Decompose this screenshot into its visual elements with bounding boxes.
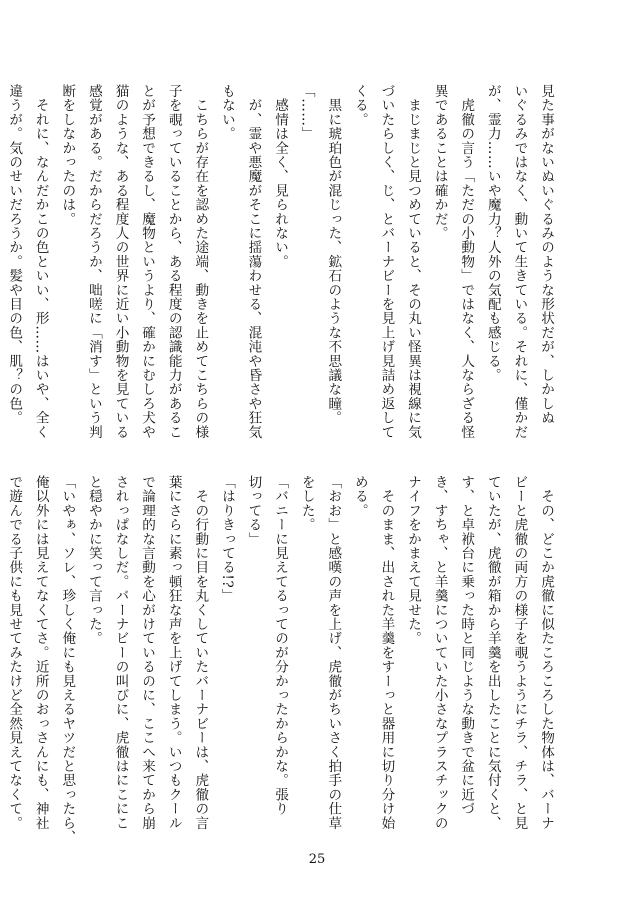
text-line: 切ってる」 — [245, 475, 262, 546]
text-line: ビーと虎徹の両方の様子を覗うようにチラ、チラ、と見 — [511, 475, 528, 830]
text-line: が、霊力……いや魔力？人外の気配も感じる。 — [484, 84, 501, 383]
text-line: 葉にさらに素っ頓狂な声を上げてしまう。いつもクール — [165, 475, 182, 830]
page-number: 25 — [308, 852, 326, 867]
text-line: とが予想できるし、魔物というより、確かにむしろ犬や — [139, 84, 156, 439]
text-line: まじまじと見つめていると、その丸い怪異は視線に気 — [405, 84, 422, 439]
body-text-upper-block — [6, 84, 559, 439]
text-line: 異であることは確かだ。 — [431, 84, 448, 241]
text-line: その行動に目を丸くしていたバーナビーは、虎徹の言 — [192, 475, 209, 830]
text-line — [0, 475, 1, 815]
text-line: き、すちゃ、と羊羹についていた小さなプラスチックの — [431, 475, 448, 830]
text-line: 「おお」と感嘆の声を上げ、虎徹がちいさく拍手の仕草 — [325, 475, 342, 830]
text-line: 「はりきってる!?」 — [218, 475, 235, 603]
text-line: をした。 — [298, 475, 315, 532]
text-line: で論理的な言動を心がけているのに、ここへ来てから崩 — [139, 475, 156, 830]
text-line: 子を覗っていることから、ある程度の認識能力があるこ — [165, 84, 182, 439]
text-line: づいたらしく、じ、とバーナビーを見上げ見詰め返して — [378, 84, 395, 439]
text-line: いぐるみではなく、動いて生きている。それに、僅かだ — [511, 84, 528, 439]
text-line: 「バニーに見えてるってのが分かったからかな。張り — [272, 475, 289, 816]
text-line: 見た事がないぬいぐるみのような形状だが、しかしぬ — [538, 84, 554, 425]
text-line: ていたが、虎徹が箱から羊羹を出したことに気付くと、 — [484, 475, 501, 830]
text-line: と穏やかに笑って言った。 — [85, 475, 102, 646]
text-line: 感覚がある。だからだろうか、咄嗟に「消す」という判 — [85, 84, 102, 439]
text-line: す、と卓袱台に乗った時と同じような動きで盆に近づ — [458, 475, 475, 816]
text-line: 違うが。気のせいだろうか。髪や目の色、肌？の色。 — [6, 84, 23, 425]
text-line: 感情は全く、見られない。 — [272, 84, 289, 269]
text-line: こちらが存在を認めた途端、動きを止めてこちらの様 — [192, 84, 209, 439]
text-line: 黒に琥珀色が混じった、鉱石のような不思議な瞳。 — [325, 84, 342, 425]
text-line: 虎徹の言う「ただの小動物」ではなく、人ならざる怪 — [458, 84, 475, 439]
text-line: 俺以外には見えてなくてさ。近所のおっさんにも、神社 — [32, 475, 49, 830]
text-line: そのまま、出された羊羹をすーっと器用に切り分け始 — [378, 475, 395, 830]
text-line: くる。 — [351, 84, 368, 127]
text-line: 「いやぁ、ソレ、珍しく俺にも見えるヤツだと思ったら、 — [59, 475, 76, 845]
text-line: 「……」 — [298, 84, 315, 141]
text-line: める。 — [351, 475, 368, 518]
text-line: されっぱなしだ。バーナビーの叫びに、虎徹はにこにこ — [112, 475, 129, 830]
text-line: ナイフをかまえて見せた。 — [405, 475, 422, 646]
text-line: 猫のような、ある程度人の世界に近い小動物を見ている — [112, 84, 129, 439]
text-line: が、霊や悪魔がそこに揺蕩わせる、混沌や昏さや狂気 — [245, 84, 262, 439]
text-line: それに、なんだかこの色といい、形……はいや、全く — [32, 84, 49, 439]
body-text-lower-block — [6, 475, 559, 845]
text-line: 断をしなかったのは。 — [59, 84, 76, 226]
text-line: で遊んでる子供にも見せてみたけど全然見えてなくて。 — [6, 475, 23, 830]
text-line: もない。 — [218, 84, 235, 141]
text-line — [0, 84, 1, 414]
text-line: その、どこか虎徹に似たころころした物体は、バーナ — [538, 475, 554, 830]
